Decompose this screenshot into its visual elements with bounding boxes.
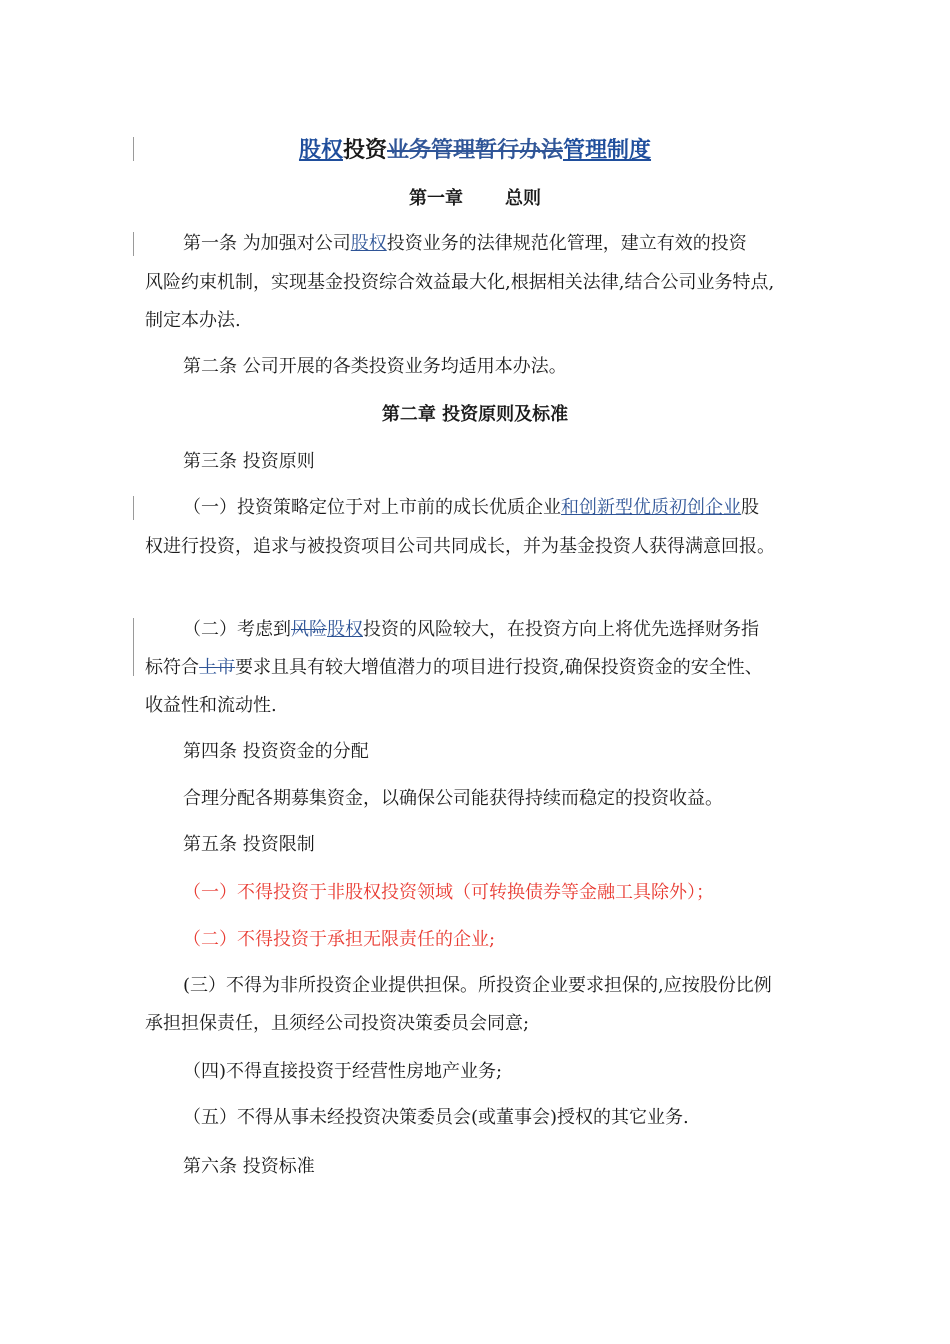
- article-4: 第四条 投资资金的分配: [183, 741, 369, 762]
- limit-1: （一）不得投资于非股权投资领域（可转换债券等金融工具除外）；: [183, 882, 714, 903]
- article-6: 第六条 投资标准: [183, 1156, 315, 1177]
- principle-1-line-1: （一）投资策略定位于对上市前的成长优质企业和创新型优质初创企业股: [183, 497, 759, 518]
- article-5: 第五条 投资限制: [183, 834, 315, 855]
- chapter-2-heading: 第二章 投资原则及标准: [381, 404, 569, 425]
- limit-3-line-2: 承担担保责任，且须经公司投资决策委员会同意;: [145, 1013, 530, 1034]
- principle-2-line-1: （二）考虑到风险股权投资的风险较大，在投资方向上将优先选择财务指: [183, 619, 759, 640]
- change-bar: [133, 496, 134, 520]
- article-3: 第三条 投资原则: [183, 451, 315, 472]
- chapter-1-heading: 第一章 总则: [409, 188, 541, 209]
- limit-5: （五）不得从事未经投资决策委员会(或董事会)授权的其它业务.: [183, 1107, 689, 1128]
- principle-2-line-3: 收益性和流动性.: [145, 695, 277, 716]
- article-1-line-1: 第一条 为加强对公司股权投资业务的法律规范化管理，建立有效的投资: [183, 233, 747, 254]
- article-1-line-2: 风险约束机制，实现基金投资综合效益最大化,根据相关法律,结合公司业务特点,: [145, 272, 775, 293]
- change-bar: [133, 232, 134, 256]
- principle-2-line-2: 标符合上市要求且具有较大增值潜力的项目进行投资,确保投资资金的安全性、: [145, 657, 763, 678]
- limit-2: （二）不得投资于承担无限责任的企业;: [183, 929, 496, 950]
- document-title: 股权投资业务管理暂行办法管理制度: [298, 138, 652, 163]
- article-2: 第二条 公司开展的各类投资业务均适用本办法。: [183, 356, 567, 377]
- principle-1-line-2: 权进行投资，追求与被投资项目公司共同成长，并为基金投资人获得满意回报。: [145, 536, 775, 557]
- limit-4: （四)不得直接投资于经营性房地产业务;: [183, 1061, 503, 1082]
- limit-3-line-1: (三）不得为非所投资企业提供担保。所投资企业要求担保的,应按股份比例: [183, 975, 772, 996]
- change-bar: [133, 618, 134, 676]
- article-1-line-3: 制定本办法.: [145, 310, 241, 331]
- article-4-text: 合理分配各期募集资金，以确保公司能获得持续而稳定的投资收益。: [183, 788, 723, 809]
